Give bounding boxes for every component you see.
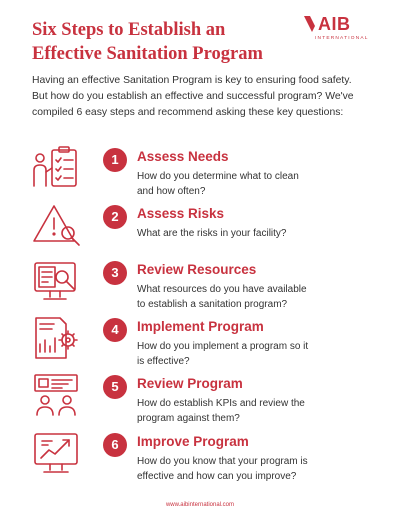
report-gear-icon xyxy=(32,316,82,362)
step-number-badge: 5 xyxy=(103,375,127,399)
title-line-2: Effective Sanitation Program xyxy=(32,44,263,64)
logo-wordmark: AIB xyxy=(318,14,351,34)
step-question xyxy=(137,339,377,369)
step-review-resources xyxy=(0,259,400,315)
step-number-badge: 3 xyxy=(103,261,127,285)
team-review-icon xyxy=(32,373,82,419)
step-assess-risks xyxy=(0,203,400,259)
step-question-line-2: is effective? xyxy=(137,356,190,367)
intro-line-2: But how do you establish an effective and successful program? We've xyxy=(32,91,354,102)
step-question-line-2: and how often? xyxy=(137,186,206,197)
step-question-line-2: to establish a sanitation program? xyxy=(137,299,288,310)
logo-tagline: INTERNATIONAL xyxy=(315,36,369,41)
step-question xyxy=(137,226,377,241)
step-question xyxy=(137,396,377,426)
step-question-line-1: How do you know that your program is xyxy=(137,456,308,467)
step-question xyxy=(137,454,377,484)
step-title: Assess Risks xyxy=(137,206,225,221)
step-question-line-1: How do establish KPIs and review the xyxy=(137,398,305,409)
aib-logo xyxy=(302,14,380,44)
step-title: Improve Program xyxy=(137,434,249,449)
step-question-line-1: How do you determine what to clean xyxy=(137,171,299,182)
intro-line-1: Having an effective Sanitation Program is key to ensuring food safety. xyxy=(32,75,352,86)
step-question xyxy=(137,282,377,312)
footer-url-link[interactable]: www.aibinternational.com xyxy=(165,502,235,508)
warning-magnifier-icon xyxy=(32,203,82,249)
step-number-badge: 2 xyxy=(103,205,127,229)
step-number-badge: 1 xyxy=(103,148,127,172)
step-title: Assess Needs xyxy=(137,149,229,164)
step-title: Review Resources xyxy=(137,262,257,277)
step-assess-needs xyxy=(0,146,400,202)
step-title: Review Program xyxy=(137,376,243,391)
growth-chart-icon xyxy=(32,431,82,477)
intro-line-3: compiled 6 easy steps and recommend asking these key questions: xyxy=(32,107,344,118)
document-search-monitor-icon xyxy=(32,259,82,305)
step-question-line-2: effective and how can you improve? xyxy=(137,471,297,482)
step-question-line-1: How do you implement a program so it xyxy=(137,341,309,352)
step-implement-program xyxy=(0,316,400,372)
checklist-person-icon xyxy=(32,146,82,192)
step-review-program xyxy=(0,373,400,429)
step-improve-program xyxy=(0,431,400,487)
step-question-line-2: program against them? xyxy=(137,413,240,424)
step-number-badge: 6 xyxy=(103,433,127,457)
step-question-line-1: What are the risks in your facility? xyxy=(137,228,287,239)
page-title xyxy=(32,18,282,66)
step-question xyxy=(137,169,377,199)
intro-paragraph xyxy=(32,73,378,121)
step-title: Implement Program xyxy=(137,319,264,334)
step-number-badge: 4 xyxy=(103,318,127,342)
title-line-1: Six Steps to Establish an xyxy=(32,20,226,40)
step-question-line-1: What resources do you have available xyxy=(137,284,307,295)
